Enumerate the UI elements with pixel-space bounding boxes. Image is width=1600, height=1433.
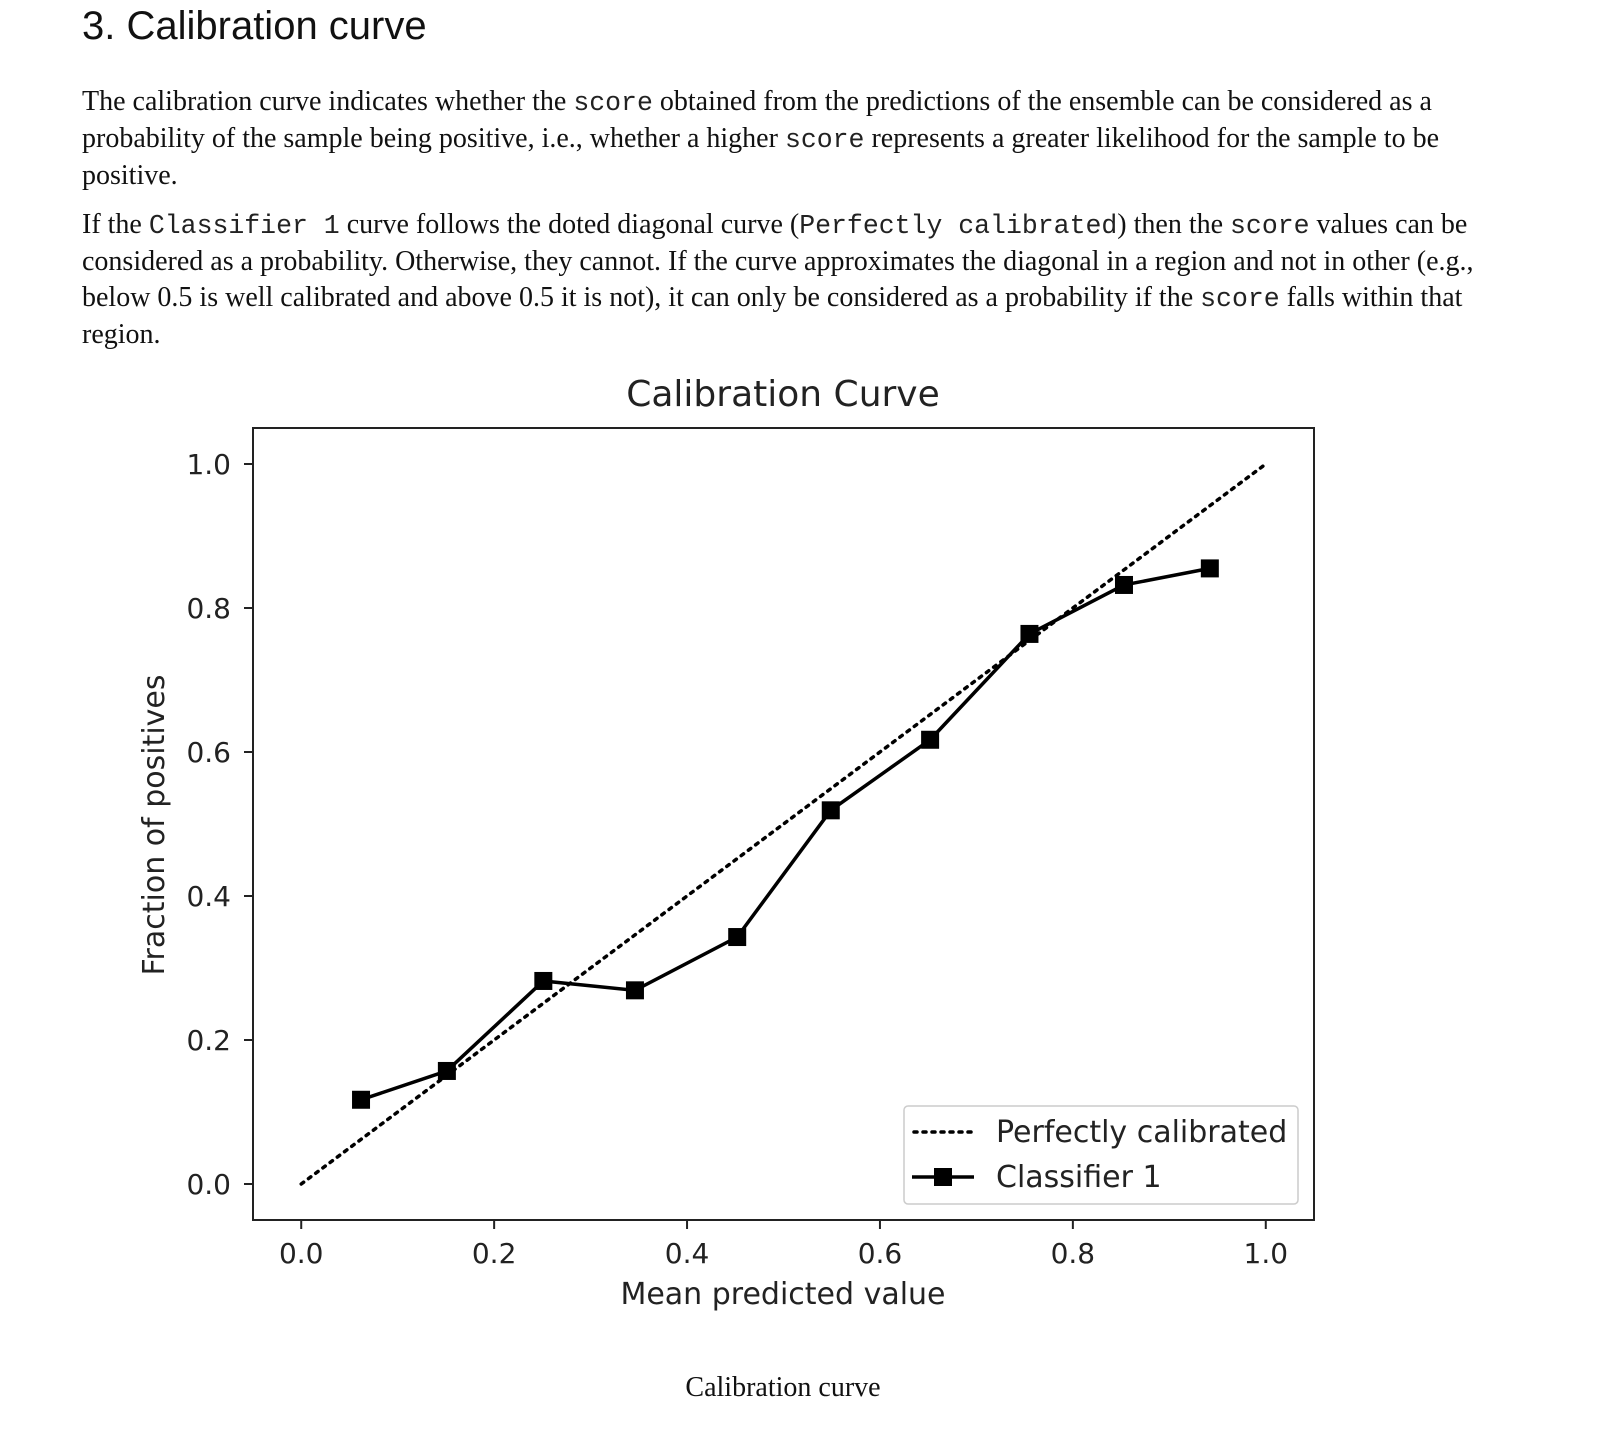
text-run: represents a greater likelihood for the sample to be positive. (82, 123, 1440, 191)
classifier-1-marker (728, 928, 746, 946)
classifier-1-marker (822, 801, 840, 819)
classifier-1-marker (1115, 576, 1133, 594)
y-tick-label: 0.2 (186, 1024, 231, 1057)
text-run: curve follows the doted diagonal curve ( (339, 209, 800, 240)
text-run: The calibration curve indicates whether the (82, 86, 574, 117)
y-tick-label: 0.8 (186, 592, 231, 625)
code-score: score (1230, 211, 1310, 241)
classifier-1-marker (352, 1091, 370, 1109)
x-tick-label: 0.2 (471, 1237, 517, 1270)
x-tick-label: 0.0 (278, 1237, 324, 1270)
legend (904, 1106, 1298, 1204)
y-axis-label: Fraction of positives (137, 674, 172, 976)
classifier-1-marker (1201, 559, 1219, 577)
classifier-1-marker (626, 981, 644, 999)
classifier-1-marker (438, 1062, 456, 1080)
code-score: score (784, 125, 865, 155)
x-tick-label: 0.6 (857, 1237, 903, 1270)
classifier-1-marker (921, 731, 939, 749)
text-run: falls within that region. (82, 282, 1463, 350)
text-run: obtained from the predictions of the ensemble can be considered as a probability of the sample being positive, i.e., whether a higher (82, 86, 1432, 154)
legend-label: Classifier 1 (996, 1160, 1162, 1195)
classifier-1-marker (1020, 625, 1038, 643)
code-classifier-1: Classifier 1 (148, 211, 340, 241)
calibration-chart (0, 360, 1566, 1350)
chart-title: Calibration Curve (626, 374, 940, 415)
x-tick-label: 0.4 (664, 1237, 710, 1270)
section-heading: 3. Calibration curve (82, 4, 427, 48)
legend-swatch-marker (934, 1168, 952, 1186)
y-tick-label: 1.0 (186, 448, 231, 481)
code-score: score (1200, 284, 1280, 314)
x-tick-label: 1.0 (1243, 1237, 1289, 1270)
paragraph-calibration-intro (82, 84, 1502, 194)
text-run: ) then the (1117, 209, 1231, 240)
text-run: values can be considered as a probability. Otherwise, they cannot. If the curve approximates the diagonal in a region and not in other (e.g., below 0.5 is well calibrated and above 0.5 it is not), it can only be considered as a probability if the (82, 209, 1474, 313)
plot-area (186, 428, 1314, 1270)
paragraph-calibration-explanation (82, 207, 1502, 353)
y-tick-label: 0.0 (186, 1168, 231, 1201)
code-score: score (573, 88, 653, 118)
y-tick-label: 0.4 (186, 880, 231, 913)
figure-caption: Calibration curve (685, 1372, 881, 1403)
legend-label: Perfectly calibrated (996, 1115, 1288, 1150)
x-tick-label: 0.8 (1050, 1237, 1096, 1270)
text-run: If the (82, 209, 149, 240)
classifier-1-marker (534, 972, 552, 990)
classifier-1-line (361, 568, 1210, 1099)
code-perfectly-calibrated: Perfectly calibrated (799, 211, 1118, 241)
x-axis-label: Mean predicted value (620, 1277, 946, 1312)
y-tick-label: 0.6 (186, 736, 231, 769)
